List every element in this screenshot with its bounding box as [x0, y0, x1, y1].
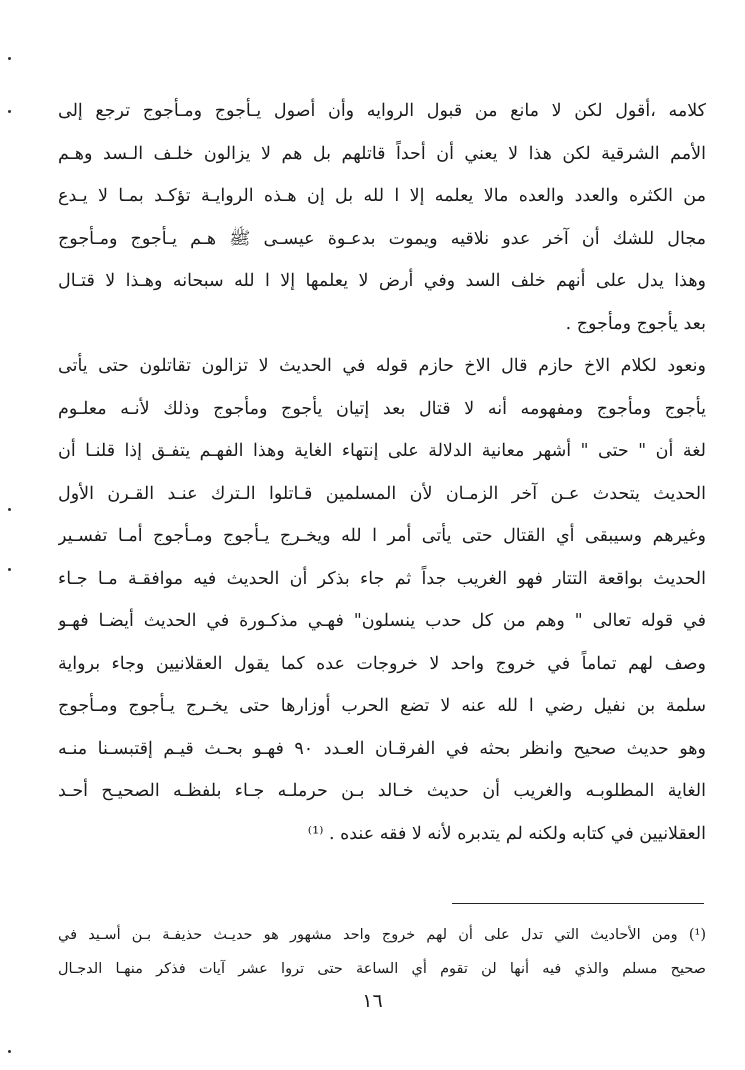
text-line: وهذا يدل على أنهم خلف السد وفي أرض لا يعلمها إلا ا لله سبحانه وهـذا لا قتـال [58, 271, 706, 291]
text-line: الأمم الشرقية لكن هذا لا يعني أن أحداً قاتلهم بل هم لا يزالون خلـف الـسد وهـم [58, 143, 706, 164]
margin-dot [8, 57, 11, 60]
text-line: وهو حديث صحيح وانظر بحثه في الفرقـان العـدد ٩٠ فهـو بحـث قيـم إقتبسـنا منـه [58, 738, 706, 759]
text-line: الحديث بواقعة التتار فهو الغريب جداً ثم جاء بذكر أن الحديث فيه موافقـة مـا جـاء [58, 568, 706, 589]
text-line: يأجوج ومأجوج ومفهومه أنه لا قتال بعد إتيان يأجوج ومأجوج وذلك لأنـه معلـوم [58, 398, 706, 419]
margin-dot [8, 1050, 11, 1053]
text-line: مجال للشك أن آخر عدو نلاقيه ويموت بدعـوة عيسـى ﷺ هـم يـأجوج ومـأجوج [58, 228, 706, 249]
footnote-line: صحيح مسلم والذي فيه أنها لن تقوم أي الساعة حتى تروا عشر آيات فذكر منهـا الدجـال [58, 961, 706, 977]
text-line: كلامه ،أقول لكن لا مانع من قبول الروايه وأن أصول يـأجوج ومـأجوج ترجع إلى [58, 101, 706, 121]
text-line: الحديث يتحدث عـن آخر الزمـان لأن المسلمين قـاتلوا الـترك عنـد القـرن الأول [58, 483, 706, 504]
text-line: وصف لهم تماماً في خروج واحد لا خروجات عده كما يقول العقلانيين وجاء برواية [58, 653, 706, 674]
text-line: وغيرهم وسيبقى أي القتال حتى يأتى أمر ا لله ويخـرج يـأجوج ومـأجوج أمـا تفسـير [58, 526, 706, 546]
text-line: بعد يأجوج ومأجوج . [565, 313, 706, 334]
text-line: الغاية المطلوبـه والغريب أن حديث خـالد بـن حرملـه جـاء بلفظـه الصحيـح أحـد [58, 781, 706, 801]
text-line: في قوله تعالى " وهم من كل حدب ينسلون" فهـي مذكـورة في الحديث أيضـا فهـو [58, 611, 706, 631]
margin-dot [8, 508, 11, 511]
footnote-separator [452, 903, 704, 904]
text-line: سلمة بن نفيل رضي ا لله عنه لا تضع الحرب أوزارها حتى يخـرج يـأجوج ومـأجوج [58, 696, 706, 716]
page-number: ١٦ [362, 990, 383, 1012]
margin-dot [8, 568, 11, 571]
body-text [58, 90, 706, 855]
footnote-line: (¹) ومن الأحاديث التي تدل على أن لهم خروج واحد مشهور هو حديـث حذيفـة بـن أسـيد في [58, 927, 706, 943]
text-line: ونعود لكلام الاخ حازم قال الاخ حازم قوله في الحديث لا تزالون تقاتلون حتى يأتى [58, 356, 706, 376]
footnotes [58, 918, 706, 986]
text-line: العقلانيين في كتابه ولكنه لم يتدبره لأنه لا فقه عنده . ⁽¹⁾ [307, 823, 706, 844]
text-line: لغة أن " حتى " أشهر معانية الدلالة على إنتهاء الغاية وهذا الفهـم يتفـق إذا قلنـا أن [58, 441, 706, 461]
margin-dot [8, 110, 11, 113]
text-line: من الكثره والعدد والعده مالا يعلمه إلا ا لله بل إن هـذه الروايـة تؤكـد بمـا لا يـدع [58, 186, 706, 206]
